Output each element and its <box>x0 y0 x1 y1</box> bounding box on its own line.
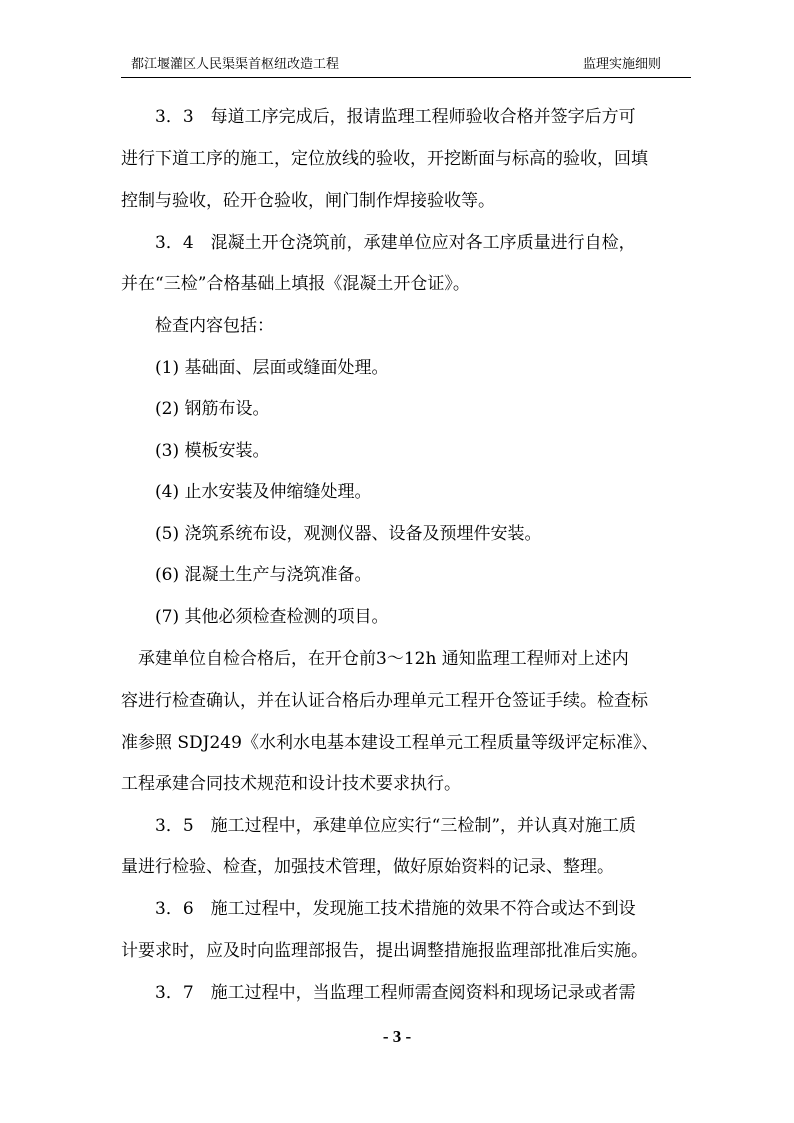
list-item: (4) 止水安装及伸缩缝处理。 <box>121 482 372 502</box>
list-item: (5) 浇筑系统布设，观测仪器、设备及预埋件安装。 <box>121 524 542 544</box>
body-line: 3．6 施工过程中，发现施工技术措施的效果不符合或达不到设 <box>121 899 636 919</box>
list-item: (1) 基础面、层面或缝面处理。 <box>121 358 389 378</box>
list-item: (2) 钢筋布设。 <box>121 399 270 419</box>
list-item: (3) 模板安装。 <box>121 441 270 461</box>
page-header <box>121 56 691 76</box>
body-line: 容进行检查确认，并在认证合格后办理单元工程开仓签证手续。检查标 <box>121 691 648 711</box>
body-line: 3．3 每道工序完成后，报请监理工程师验收合格并签字后方可 <box>121 107 636 127</box>
header-divider <box>121 77 691 78</box>
body-line: 进行下道工序的施工，定位放线的验收，开挖断面与标高的验收，回填 <box>121 149 648 169</box>
body-line: 检查内容包括： <box>121 316 274 336</box>
body-line: 准参照 SDJ249《水利水电基本建设工程单元工程质量等级评定标准》、 <box>121 733 659 753</box>
body-line: 承建单位自检合格后，在开仓前3～12h 通知监理工程师对上述内 <box>121 649 629 669</box>
list-item: (6) 混凝土生产与浇筑准备。 <box>121 565 372 585</box>
body-line: 并在“三检”合格基础上填报《混凝土开仓证》。 <box>121 274 470 294</box>
body-line: 控制与验收，砼开仓验收，闸门制作焊接验收等。 <box>121 191 495 211</box>
body-line: 3．7 施工过程中，当监理工程师需查阅资料和现场记录或者需 <box>121 983 636 1003</box>
body-line: 量进行检验、检查，加强技术管理，做好原始资料的记录、整理。 <box>121 857 614 877</box>
body-line: 3．5 施工过程中，承建单位应实行“三检制”，并认真对施工质 <box>121 816 637 836</box>
body-line: 计要求时，应及时向监理部报告，提出调整措施报监理部批准后实施。 <box>121 941 648 961</box>
page-number: - 3 - <box>382 1027 412 1046</box>
header-project-title: 都江堰灌区人民渠渠首枢纽改造工程 <box>131 57 340 72</box>
header-document-title: 监理实施细则 <box>582 57 661 72</box>
list-item: (7) 其他必须检查检测的项目。 <box>121 607 389 627</box>
body-line: 工程承建合同技术规范和设计技术要求执行。 <box>121 774 461 794</box>
body-line: 3．4 混凝土开仓浇筑前，承建单位应对各工序质量进行自检， <box>121 233 636 253</box>
